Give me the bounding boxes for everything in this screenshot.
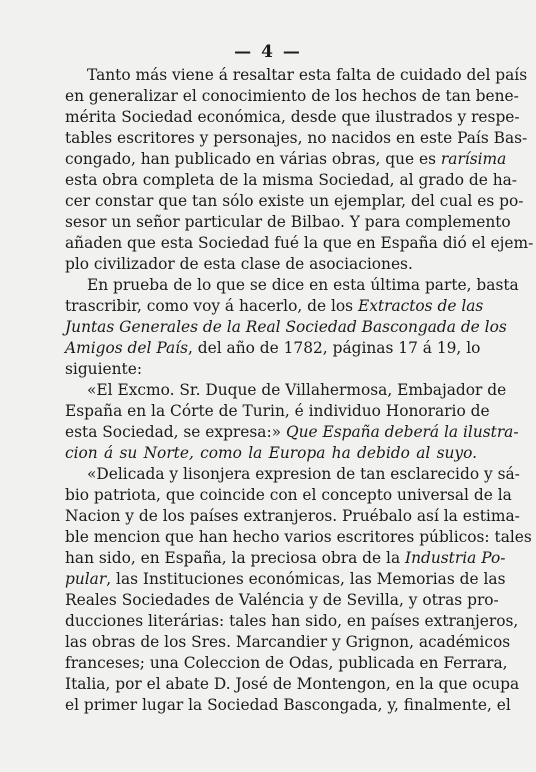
plain-span: Reales Sociedades de Valéncia y de Sevilla, y otras pro-	[65, 591, 499, 609]
text-line	[65, 674, 520, 695]
plain-span: franceses; una Coleccion de Odas, publicada en Ferrara,	[65, 654, 508, 672]
italic-span: Que España deberá la ilustra-	[285, 423, 519, 441]
text-line	[65, 359, 477, 380]
text-line	[65, 653, 508, 674]
text-line	[65, 275, 519, 296]
plain-span: ble mencion que han hecho varios escritores públicos: tales	[65, 528, 532, 546]
text-line	[65, 317, 507, 338]
plain-span: cer constar que tan sólo existe un ejemplar, del cual es po-	[65, 192, 524, 210]
text-line	[65, 527, 532, 548]
text-line	[65, 632, 511, 653]
plain-span: España en la Córte de Turin, é individuo Honorario de	[65, 402, 490, 420]
text-line	[65, 107, 520, 128]
text-line	[65, 86, 519, 107]
plain-span: sesor un señor particular de Bilbao. Y para complemento	[65, 213, 511, 231]
italic-span: rarísima	[440, 150, 507, 168]
italic-span: Juntas Generales de la Real Sociedad Bascongada de los	[65, 318, 507, 336]
plain-span: Nacion y de los países extranjeros. Pruébalo así la estima-	[65, 507, 520, 525]
plain-span: en generalizar el conocimiento de los hechos de tan bene-	[65, 87, 519, 105]
text-line	[65, 695, 511, 716]
plain-span: siguiente:	[65, 360, 143, 378]
plain-span: las obras de los Sres. Marcandier y Grignon, académicos	[65, 633, 511, 651]
plain-span: bio patriota, que coincide con el concepto universal de la	[65, 486, 512, 504]
plain-span: tables escritores y personajes, no nacidos en este País Bas-	[65, 129, 528, 147]
plain-span: , las Instituciones económicas, las Memorias de las	[106, 570, 506, 588]
text-line	[65, 611, 519, 632]
text-line	[65, 401, 490, 422]
plain-span: En prueba de lo que se dice en esta última parte, basta	[87, 276, 519, 294]
plain-span: mérita Sociedad económica, desde que ilustrados y respe-	[65, 108, 520, 126]
text-line	[65, 485, 512, 506]
text-line	[65, 338, 481, 359]
plain-span: Tanto más viene á resaltar esta falta de cuidado del país	[87, 66, 528, 84]
plain-span: plo civilizador de esta clase de asociaciones.	[65, 255, 413, 273]
text-line	[65, 296, 484, 317]
text-line	[65, 422, 519, 443]
text-line	[65, 149, 507, 170]
plain-span: trascribir, como voy á hacerlo, de los	[65, 297, 358, 315]
text-line	[65, 212, 511, 233]
text-line	[65, 506, 520, 527]
page-number: — 4 —	[234, 42, 302, 62]
text-line	[65, 380, 507, 401]
italic-span: Extractos de las	[357, 297, 484, 315]
plain-span: ducciones literárias: tales han sido, en países extranjeros,	[65, 612, 519, 630]
plain-span: congado, han publicado en várias obras, que es	[65, 150, 441, 168]
text-line	[65, 170, 517, 191]
italic-span: Amigos del País	[65, 339, 188, 357]
text-line	[65, 443, 477, 464]
text-line	[65, 569, 506, 590]
plain-span: el primer lugar la Sociedad Bascongada, y, finalmente, el	[65, 696, 511, 714]
text-line	[65, 65, 528, 86]
text-line	[65, 233, 534, 254]
plain-span: añaden que esta Sociedad fué la que en España dió el ejem-	[65, 234, 534, 252]
plain-span: esta obra completa de la misma Sociedad, al grado de ha-	[65, 171, 517, 189]
italic-span: pular	[65, 570, 107, 588]
text-line	[65, 128, 528, 149]
plain-span: , del año de 1782, páginas 17 á 19, lo	[187, 339, 481, 357]
italic-span: cion á su Norte, como la Europa ha debido al suyo.	[65, 444, 477, 462]
text-line	[65, 590, 499, 611]
plain-span: «El Excmo. Sr. Duque de Villahermosa, Embajador de	[87, 381, 507, 399]
text-line	[65, 548, 506, 569]
text-line	[65, 254, 477, 275]
text-line	[65, 191, 524, 212]
plain-span: Italia, por el abate D. José de Montengon, en la que ocupa	[65, 675, 520, 693]
plain-span: esta Sociedad, se expresa:»	[65, 423, 286, 441]
body-text	[65, 65, 534, 716]
plain-span: han sido, en España, la preciosa obra de la	[65, 549, 406, 567]
text-line	[65, 464, 520, 485]
plain-span: «Delicada y lisonjera expresion de tan esclarecido y sá-	[87, 465, 520, 483]
italic-span: Industria Po-	[405, 549, 506, 567]
